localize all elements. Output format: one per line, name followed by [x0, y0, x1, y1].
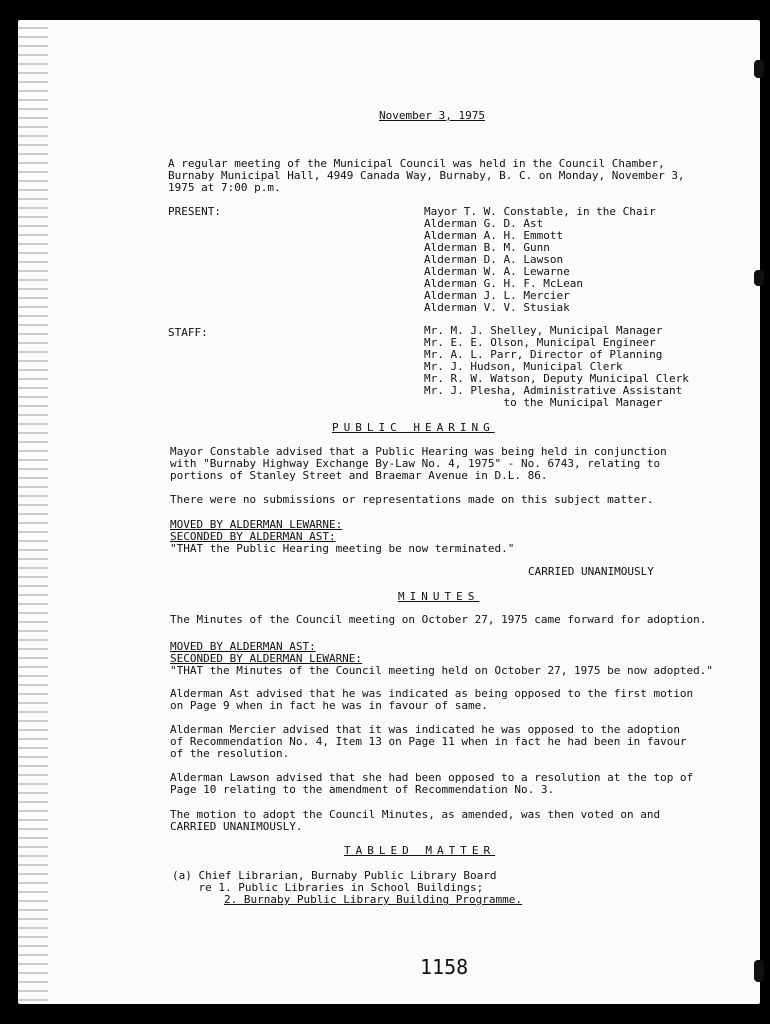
tabled-item: 2. Burnaby Public Library Building Programme.	[224, 893, 523, 906]
staff-member: Mr. J. Hudson, Municipal Clerk	[424, 360, 623, 373]
tabled-item: re 1. Public Libraries in School Buildings;	[172, 881, 484, 894]
section-heading-public-hearing: PUBLIC HEARING	[332, 421, 495, 434]
motion-text: "THAT the Minutes of the Council meeting held on October 27, 1975 be now adopted."	[170, 664, 714, 677]
scan-edge-mark	[754, 270, 764, 286]
paragraph-line: The motion to adopt the Council Minutes, as amended, was then voted on and	[170, 808, 661, 821]
staff-member: to the Municipal Manager	[424, 396, 663, 409]
seconded-by: SECONDED BY ALDERMAN LEWARNE:	[170, 652, 363, 665]
paragraph-line: Page 10 relating to the amendment of Recommendation No. 3.	[170, 783, 555, 796]
attendee: Mayor T. W. Constable, in the Chair	[424, 205, 656, 218]
paragraph-line: The Minutes of the Council meeting on October 27, 1975 came forward for adoption.	[170, 613, 707, 626]
paragraph-line: There were no submissions or representations made on this subject matter.	[170, 493, 654, 506]
attendee: Alderman D. A. Lawson	[424, 253, 564, 266]
moved-by: MOVED BY ALDERMAN AST:	[170, 640, 316, 653]
paragraph-line: portions of Stanley Street and Braemar Avenue in D.L. 86.	[170, 469, 548, 482]
attendee: Alderman B. M. Gunn	[424, 241, 550, 254]
scan-edge-mark	[754, 60, 764, 78]
attendee: Alderman G. H. F. McLean	[424, 277, 583, 290]
meeting-date: November 3, 1975	[379, 109, 485, 122]
motion-text: "THAT the Public Hearing meeting be now terminated."	[170, 542, 515, 555]
staff-label: STAFF:	[168, 326, 208, 339]
seconded-by: SECONDED BY ALDERMAN AST:	[170, 530, 336, 543]
tabled-item: (a) Chief Librarian, Burnaby Public Library Board	[172, 869, 497, 882]
paragraph-line: Alderman Ast advised that he was indicated as being opposed to the first motion	[170, 687, 694, 700]
intro-line: 1975 at 7:00 p.m.	[168, 181, 281, 194]
staff-member: Mr. E. E. Olson, Municipal Engineer	[424, 336, 656, 349]
paragraph-line: on Page 9 when in fact he was in favour of same.	[170, 699, 488, 712]
intro-line: A regular meeting of the Municipal Council was held in the Council Chamber,	[168, 157, 665, 170]
section-heading-minutes: MINUTES	[398, 590, 480, 603]
attendee: Alderman J. L. Mercier	[424, 289, 570, 302]
intro-line: Burnaby Municipal Hall, 4949 Canada Way, Burnaby, B. C. on Monday, November 3,	[168, 169, 685, 182]
page-number: 1158	[420, 955, 469, 979]
present-label: PRESENT:	[168, 205, 221, 218]
staff-member: Mr. A. L. Parr, Director of Planning	[424, 348, 663, 361]
section-heading-tabled-matter: TABLED MATTER	[344, 844, 496, 857]
paragraph-line: of Recommendation No. 4, Item 13 on Page 11 when in fact he had been in favour	[170, 735, 687, 748]
paragraph-line: with "Burnaby Highway Exchange By-Law No. 4, 1975" - No. 6743, relating to	[170, 457, 661, 470]
attendee: Alderman V. V. Stusiak	[424, 301, 570, 314]
moved-by: MOVED BY ALDERMAN LEWARNE:	[170, 518, 343, 531]
motion-result: CARRIED UNANIMOUSLY	[528, 565, 654, 578]
staff-member: Mr. R. W. Watson, Deputy Municipal Clerk	[424, 372, 689, 385]
staff-member: Mr. M. J. Shelley, Municipal Manager	[424, 324, 663, 337]
attendee: Alderman G. D. Ast	[424, 217, 544, 230]
paragraph-line: of the resolution.	[170, 747, 290, 760]
staff-member: Mr. J. Plesha, Administrative Assistant	[424, 384, 683, 397]
attendee: Alderman A. H. Emmott	[424, 229, 564, 242]
scan-edge-mark	[754, 960, 764, 982]
attendee: Alderman W. A. Lewarne	[424, 265, 570, 278]
paragraph-line: Alderman Lawson advised that she had been opposed to a resolution at the top of	[170, 771, 694, 784]
scan-margin-noise	[18, 20, 48, 1004]
paragraph-line: Alderman Mercier advised that it was indicated he was opposed to the adoption	[170, 723, 680, 736]
paragraph-line: CARRIED UNANIMOUSLY.	[170, 820, 303, 833]
paragraph-line: Mayor Constable advised that a Public Hearing was being held in conjunction	[170, 445, 667, 458]
